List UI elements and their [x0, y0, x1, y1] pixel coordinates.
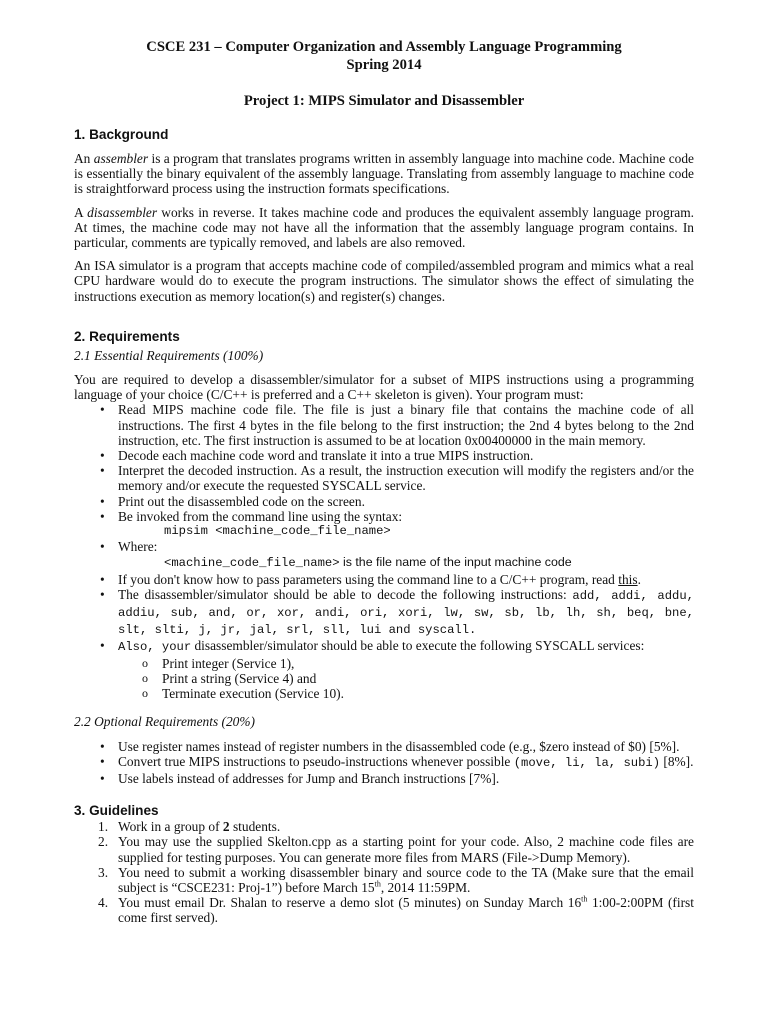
term: Spring 2014 [346, 57, 422, 73]
list-item: • Decode each machine code word and translate it into a true MIPS instruction. [118, 448, 694, 463]
background-paragraph-2: A disassembler works in reverse. It takes machine code and produces the equivalent assembly language program. At times, the machine code may not have all the information that the assembly language program contains. In particular, comments are typically removed, and labels are also removed. [74, 204, 695, 251]
list-item: • Where: <machine_code_file_name> is the file name of the input machine code [118, 539, 694, 571]
syscall-item: o Print integer (Service 1), [162, 656, 694, 671]
requirements-heading: 2. Requirements [74, 328, 180, 344]
optional-requirements-heading: 2.2 Optional Requirements (20%) [74, 714, 255, 730]
command-syntax: mipsim <machine_code_file_name> [164, 524, 391, 539]
filename-parameter: <machine_code_file_name> [164, 556, 340, 571]
syscall-item: o Print a string (Service 4) and [162, 671, 694, 686]
course-title: CSCE 231 – Computer Organization and Assembly Language Programming [146, 39, 622, 55]
instruction-list: add, addi, addu, addiu, sub, and, or, xor, andi, ori, xori, lw, sw, sb, lb, lh, sh, beq, bne, slt, slti, j, jr, jal, srl, sll, lui and syscall. [118, 588, 694, 638]
guidelines-heading: 3. Guidelines [74, 803, 159, 819]
essential-requirements-list [74, 402, 694, 701]
list-item: 3. You need to submit a working disassembler binary and source code to the TA (Make sure that the email subject is “CSCE231: Proj-1”) before March 15th, 2014 11:59PM. [98, 864, 694, 895]
list-item: • If you don't know how to pass parameters using the command line to a C/C++ program, read this. [118, 572, 694, 587]
list-item: 1. Work in a group of 2 students. [98, 819, 281, 835]
project-title: Project 1: MIPS Simulator and Disassembler [243, 93, 525, 109]
requirements-intro: You are required to develop a disassembler/simulator for a subset of MIPS instructions using a programming language of your choice (C/C++ is preferred and a C++ skeleton is given). Your program must: [74, 372, 694, 403]
list-item: • Also, your disassembler/simulator should be able to execute the following SYSCALL services: o Print integer (Service 1), o Print a string (Service 4) and o Terminate execution (Service 10). [118, 638, 694, 701]
background-heading: 1. Background [74, 127, 169, 142]
syscall-services-list [118, 656, 694, 702]
list-item: • The disassembler/simulator should be able to decode the following instructions: add, addi, addu, addiu, sub, and, or, xor, andi, ori, xori, lw, sw, sb, lb, lh, sh, beq, bne, slt, slti, j, jr, jal, srl, sll, lui and syscall. [118, 587, 694, 639]
list-item: • Convert true MIPS instructions to pseudo-instructions whenever possible (move, li, la, subi) [8%]. [118, 754, 694, 771]
guidelines-list [74, 819, 694, 925]
list-item: • Print out the disassembled code on the screen. [118, 494, 694, 509]
essential-requirements-heading: 2.1 Essential Requirements (100%) [74, 347, 264, 363]
list-item: • Use labels instead of addresses for Jump and Branch instructions [7%]. [118, 771, 694, 786]
optional-requirements-list [74, 739, 694, 787]
list-item: • Be invoked from the command line using the syntax: mipsim <machine_code_file_name> [118, 509, 694, 539]
list-item: • Interpret the decoded instruction. As a result, the instruction execution will modify the registers and/or the memory and/or execute the requested SYSCALL service. [118, 463, 694, 493]
syscall-item: o Terminate execution (Service 10). [162, 686, 694, 701]
list-item: • Use register names instead of register numbers in the disassembled code (e.g., $zero instead of $0) [5%]. [118, 739, 694, 754]
list-item: 4. You must email Dr. Shalan to reserve a demo slot (5 minutes) on Sunday March 16th 1:00-2:00PM (first come first served). [98, 894, 694, 926]
this-link[interactable]: this [618, 571, 638, 587]
list-item: • Read MIPS machine code file. The file is just a binary file that contains the machine code of all instructions. The first 4 bytes in the file belong to the first instruction; the 2nd 4 bytes belong to the 2nd instruction, etc. The first instruction is assumed to be at location 0x00400000 in the main memory. [118, 402, 694, 448]
background-paragraph-3: An ISA simulator is a program that accepts machine code of compiled/assembled program and mimics what a real CPU hardware would do to execute the program instructions. The simulator shows the effect of simulating the instructions execution as memory location(s) and register(s) changes. [74, 258, 694, 304]
list-item: 2. You may use the supplied Skelton.cpp as a starting point for your code. Also, 2 machine code files are supplied for testing purposes. You can generate more files from MARS (File->Dump Memory). [98, 834, 694, 865]
background-paragraph-1: An assembler is a program that translates programs written in assembly language into machine code. Machine code is essentially the binary equivalent of the assembly language. Translating from assembly language to machine code is straightforward process using the instruction formats specifications. [74, 151, 694, 197]
